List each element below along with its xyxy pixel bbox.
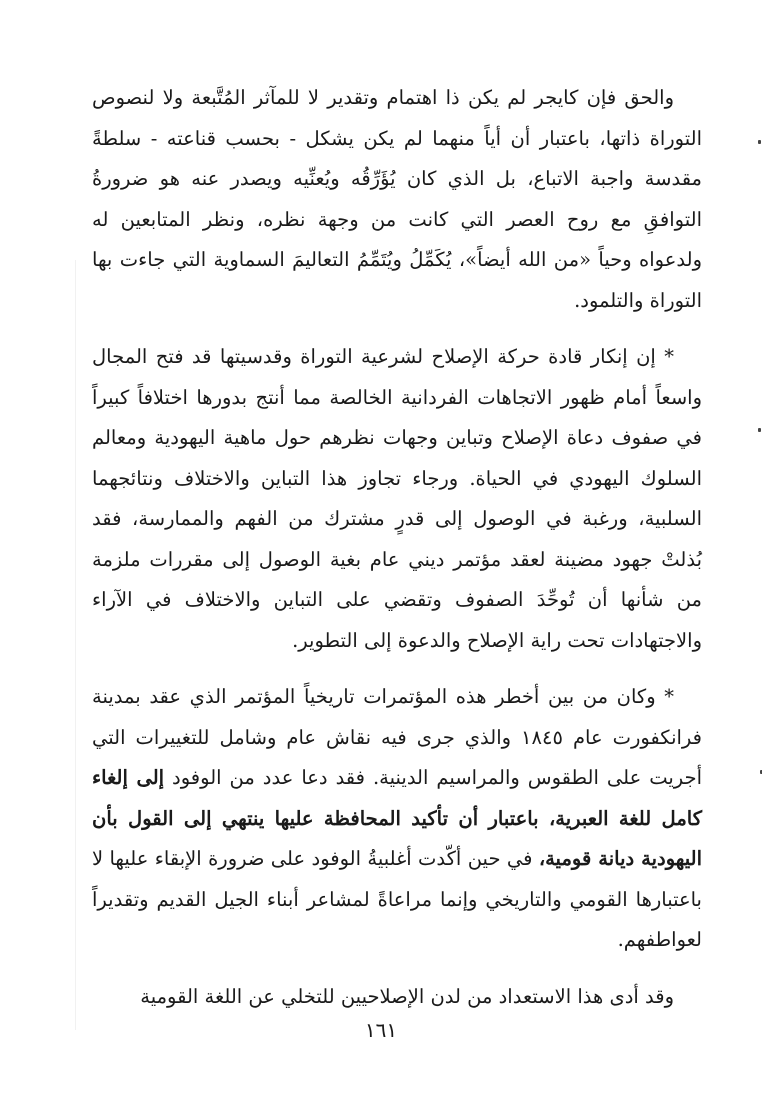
margin-dot-mark bbox=[758, 140, 761, 144]
document-body bbox=[92, 78, 702, 1017]
paragraph-3-text-before: * وكان من بين أخطر هذه المؤتمرات تاريخياً المؤتمر الذي عقد بمدينة فرانكفورت عام ١٨٤٥ والذي جرى فيه نقاش عام وشامل للتغييرات التي أجريت على الطقوس والمراسيم الدينية. فقد دعا عدد من الوفود bbox=[92, 685, 703, 789]
paragraph-1: والحق فإن كايجر لم يكن ذا اهتمام وتقدير لا للمآثر المُتَّبعة ولا لنصوص التوراة ذاتها، باعتبار أن أياً منهما لم يكن يشكل - بحسب قناعته - سلطةً مقدسة واجبة الاتباع، بل الذي كان يُؤَرِّقُه ويُعنِّيه ويصدر عنه هو ضرورةُ التوافقِ مع روح العصر التي كانت من وجهة نظره، ونظر المتابعين له ولدعواه وحياً «من الله أيضاً»، يُكَمِّلُ ويُتَمِّمُ التعاليمَ السماوية التي جاءت بها التوراة والتلمود. bbox=[92, 86, 702, 312]
page-edge-shadow bbox=[75, 260, 76, 1030]
paragraph-2: * إن إنكار قادة حركة الإصلاح لشرعية التوراة وقدسيتها قد فتح المجال واسعاً أمام ظهور الاتجاهات الفردانية الخالصة مما أنتج بدورها اختلافاً كبيراً في صفوف دعاة الإصلاح وتباين وجهات نظرهم حول ماهية اليهودية ومعالم السلوك اليهودي في الحياة. ورجاء تجاوز هذا التباين والاختلاف ونتائجهما السلبية، ورغبة في الوصول إلى قدرٍ مشترك من الفهم والممارسة، فقد بُذلتْ جهود مضينة لعقد مؤتمر ديني عام بغية الوصول إلى مقررات ملزمة من شأنها أن تُوحِّدَ الصفوف وتقضي على التباين والاختلاف في الآراء والاجتهادات تحت راية الإصلاح والدعوة إلى التطوير. bbox=[92, 345, 702, 652]
paragraph-3-bold-text: إلى إلغاء كامل للغة العبرية، باعتبار أن تأكيد المحافظة عليها ينتهي إلى القول بأن اليهودية ديانة قومية، bbox=[92, 766, 703, 870]
margin-dot-mark bbox=[758, 428, 761, 432]
paragraph-3 bbox=[92, 677, 702, 961]
paragraph-4: وقد أدى هذا الاستعداد من لدن الإصلاحيين للتخلي عن اللغة القومية bbox=[140, 984, 674, 1008]
paragraph-3-text-after: في حين أكّدت أغلبيةُ الوفود على ضرورة الإبقاء عليها لا باعتبارها القومي والتاريخي وإنما مراعاةً لمشاعر أبناء الجيل القديم وتقديراً لعواطفهم. bbox=[92, 847, 702, 951]
page-number: ١٦١ bbox=[364, 1018, 398, 1042]
